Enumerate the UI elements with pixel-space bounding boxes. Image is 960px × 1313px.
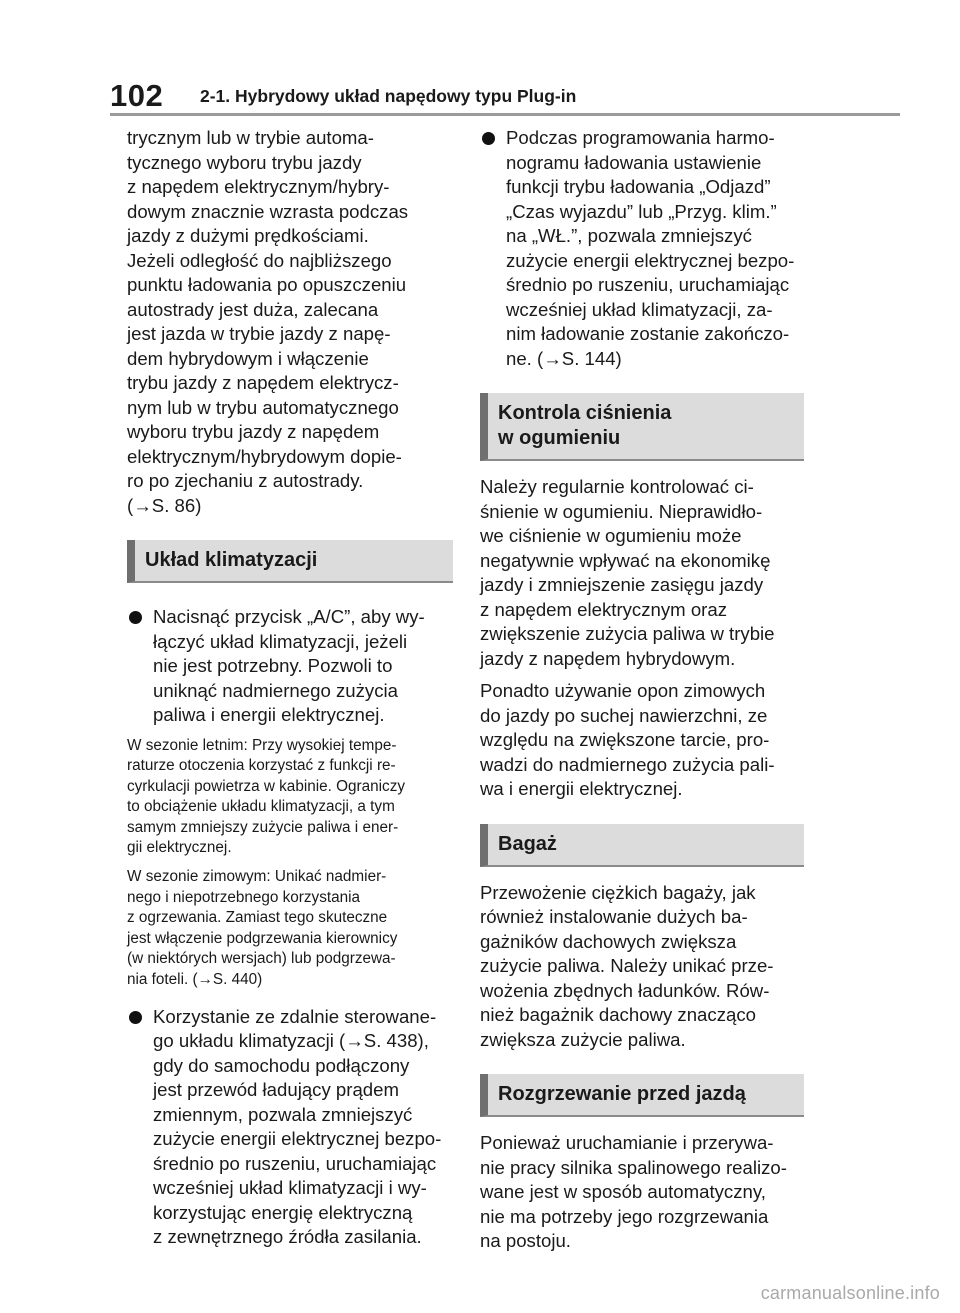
text-line: zmiennym, pozwala zmniejszyć xyxy=(153,1103,413,1125)
heading-air-conditioning xyxy=(127,540,453,583)
text-line: łączyć układ klimatyzacji, jeżeli xyxy=(153,630,408,652)
text-line: nim ładowanie zostanie zakończo- xyxy=(506,323,790,344)
left-column xyxy=(127,126,453,1250)
text-line: to obciążenie układu klimatyzacji, a tym xyxy=(127,798,395,816)
heading-text: Kontrola ciśnienia xyxy=(498,402,672,424)
text-line: względu na zwiększone tarcie, pro- xyxy=(480,729,770,750)
text-line: dowym znacznie wzrasta podczas xyxy=(127,200,409,222)
text-line: funkcji trybu ładowania „Odjazd” xyxy=(506,176,771,197)
heading-text: Bagaż xyxy=(498,832,557,855)
text-line: wcześniej układ klimatyzacji i wy- xyxy=(153,1177,427,1199)
text-line: nie ma potrzeby jego rozgrzewania xyxy=(480,1205,769,1227)
text-line: do jazdy po suchej nawierzchni, ze xyxy=(480,704,768,726)
text-line: średnio po ruszeniu, uruchamiając xyxy=(506,274,790,295)
page-header xyxy=(0,0,960,120)
text-line: negatywnie wpływać na ekonomikę xyxy=(480,549,771,571)
text-line: wyboru trybu jazdy z napędem xyxy=(127,421,380,442)
bullet-charging-schedule xyxy=(480,126,804,371)
right-column xyxy=(480,126,804,1254)
text-line: korzystując energię elektryczną xyxy=(153,1201,413,1223)
text-line: nogramu ładowania ustawienie xyxy=(506,151,762,173)
heading-tire-pressure xyxy=(480,393,804,461)
text-line: z napędem elektrycznym oraz xyxy=(480,598,727,620)
text-line: gii elektrycznej. xyxy=(127,839,232,857)
text-line: jazdy z dużymi prędkościami. xyxy=(127,225,369,246)
text-line: Ponieważ uruchamianie i przerywa- xyxy=(480,1132,774,1153)
text-line: ro po zjechaniu z autostrady. xyxy=(127,470,364,491)
text-line: nie pracy silnika spalinowego realizo- xyxy=(480,1156,787,1178)
text-line: dem hybrydowym i włączenie xyxy=(127,347,369,369)
text-line: wcześniej układ klimatyzacji, za- xyxy=(506,298,773,320)
page-reference[interactable]: go układu klimatyzacji (→S. 438), xyxy=(153,1030,429,1052)
text-line: nym lub w trybu automatycznego xyxy=(127,396,399,418)
text-line: uniknąć nadmiernego zużycia xyxy=(153,679,398,701)
text-line: zużycie paliwa. Należy unikać prze- xyxy=(480,955,774,976)
bullet-icon xyxy=(482,132,495,145)
heading-luggage xyxy=(480,824,804,867)
header-divider xyxy=(110,113,900,116)
bullet-icon xyxy=(129,611,142,624)
heading-text: Rozgrzewanie przed jazdą xyxy=(498,1083,746,1105)
text-line: wane jest w sposób automatyczny, xyxy=(480,1181,766,1202)
text-line: Jeżeli odległość do najbliższego xyxy=(127,249,392,271)
tire-paragraph-1 xyxy=(480,475,804,671)
section-title: 2-1. Hybrydowy układ napędowy typu Plug-in xyxy=(200,86,577,106)
text-line: Ponadto używanie opon zimowych xyxy=(480,680,766,701)
text-line: Nacisnąć przycisk „A/C”, aby wy- xyxy=(153,606,425,627)
text-line: śnienie w ogumieniu. Nieprawidło- xyxy=(480,500,763,522)
watermark: carmanualsonline.info xyxy=(760,1283,940,1303)
text-line: Należy regularnie kontrolować ci- xyxy=(480,476,754,497)
text-line: trybu jazdy z napędem elektrycz- xyxy=(127,372,399,393)
text-line: gażników dachowych zwiększa xyxy=(480,930,737,952)
bullet-icon xyxy=(129,1011,142,1024)
text-line: z zewnętrznego źródła zasilania. xyxy=(153,1226,422,1248)
text-line: również instalowanie dużych ba- xyxy=(480,906,748,927)
text-line: W sezonie zimowym: Unikać nadmier- xyxy=(127,868,387,886)
text-line: „Czas wyjazdu” lub „Przyg. klim.” xyxy=(506,200,777,222)
text-line: cyrkulacji powietrza w kabinie. Ograniczy xyxy=(127,777,405,795)
text-line: we ciśnienie w ogumieniu może xyxy=(480,525,742,546)
text-line: zużycie energii elektrycznej bezpo- xyxy=(506,249,795,271)
tire-paragraph-2 xyxy=(480,679,804,802)
text-line: autostrady jest duża, zalecana xyxy=(127,298,379,320)
text-line: (w niektórych wersjach) lub podgrzewa- xyxy=(127,950,396,968)
text-line: z ogrzewania. Zamiast tego skuteczne xyxy=(127,909,388,927)
text-line: jazdy i zmniejszenie zasięgu jazdy xyxy=(480,574,764,595)
page-reference[interactable]: ne. (→S. 144) xyxy=(506,347,622,369)
text-line: paliwa i energii elektrycznej. xyxy=(153,704,385,725)
text-line: tycznego wyboru trybu jazdy xyxy=(127,151,362,173)
page-reference[interactable]: (→S. 86) xyxy=(127,494,202,516)
intro-paragraph xyxy=(127,126,453,518)
text-line: Przewożenie ciężkich bagaży, jak xyxy=(480,881,756,903)
text-line: zwiększenie zużycia paliwa w trybie xyxy=(480,623,775,644)
text-line: zużycie energii elektrycznej bezpo- xyxy=(153,1128,442,1150)
text-line: samym zmniejszy zużycie paliwa i ener- xyxy=(127,818,399,836)
text-line: elektrycznym/hybrydowym dopie- xyxy=(127,445,402,467)
heading-text: Układ klimatyzacji xyxy=(145,549,318,571)
luggage-paragraph xyxy=(480,881,804,1053)
text-line: Podczas programowania harmo- xyxy=(506,127,775,148)
text-line: nego i niepotrzebnego korzystania xyxy=(127,888,361,906)
page-reference[interactable]: nia foteli. (→S. 440) xyxy=(127,971,263,989)
text-line: średnio po ruszeniu, uruchamiając xyxy=(153,1152,437,1174)
text-line: jest jazda w trybie jazdy z napę- xyxy=(127,323,391,344)
heading-warmup xyxy=(480,1074,804,1117)
text-line: jest włączenie podgrzewania kierownicy xyxy=(127,929,398,947)
text-line: gdy do samochodu podłączony xyxy=(153,1054,410,1076)
text-line: wożenia zbędnych ładunków. Rów- xyxy=(480,979,770,1001)
text-line: nie jest potrzebny. Pozwoli to xyxy=(153,655,393,676)
bullet-ac-button xyxy=(127,605,453,728)
text-line: na „WŁ.”, pozwala zmniejszyć xyxy=(506,225,752,246)
summer-note xyxy=(127,736,453,860)
text-line: jest przewód ładujący prądem xyxy=(153,1079,399,1101)
text-line: raturze otoczenia korzystać z funkcji re- xyxy=(127,757,396,775)
text-line: nież bagażnik dachowy znacząco xyxy=(480,1004,756,1025)
text-line: na postoju. xyxy=(480,1230,571,1251)
text-line: Korzystanie ze zdalnie sterowane- xyxy=(153,1005,437,1027)
heading-text: w ogumieniu xyxy=(498,427,621,449)
page-number: 102 xyxy=(110,78,164,113)
text-line: trycznym lub w trybie automa- xyxy=(127,127,374,148)
text-line: wa i energii elektrycznej. xyxy=(480,778,683,799)
bullet-remote-ac xyxy=(127,1005,453,1250)
warmup-paragraph xyxy=(480,1131,804,1254)
text-line: wadzi do nadmiernego zużycia pali- xyxy=(480,753,775,775)
text-line: punktu ładowania po opuszczeniu xyxy=(127,274,407,295)
text-line: zwiększa zużycie paliwa. xyxy=(480,1028,686,1050)
text-line: jazdy z napędem hybrydowym. xyxy=(480,647,736,669)
text-line: z napędem elektrycznym/hybry- xyxy=(127,176,390,197)
text-line: W sezonie letnim: Przy wysokiej tempe- xyxy=(127,736,397,754)
winter-note xyxy=(127,867,453,991)
